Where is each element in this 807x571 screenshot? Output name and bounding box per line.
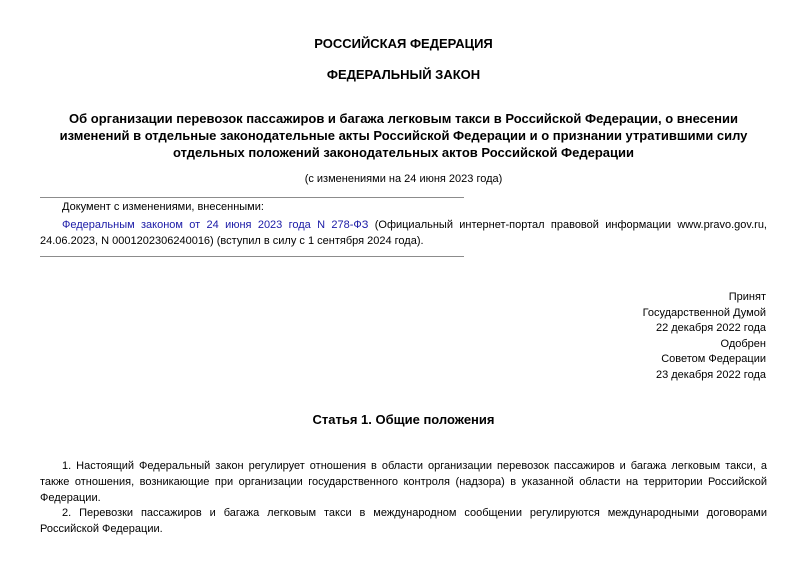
changes-note [40, 217, 767, 249]
top-divider [40, 197, 464, 198]
adopted-label: Принят [728, 291, 766, 303]
adoption-block [643, 290, 766, 383]
changes-note-text: (Официальный интернет-портал правовой информации www.pravo.gov.ru, 24.06.2023, N 0001202306240016) (вступил в силу с 1 сентября 2024 года). [40, 219, 767, 247]
amending-law-link[interactable]: Федеральным законом от 24 июня 2023 года N 278-ФЗ [62, 219, 369, 231]
country-header: РОССИЙСКАЯ ФЕДЕРАЦИЯ [314, 36, 493, 51]
approved-by: Советом Федерации [661, 353, 766, 365]
paragraph: 2. Перевозки пассажиров и багажа легковым такси в международном сообщении регулируются международными договорами Российской Федерации. [40, 507, 767, 535]
edition-note: (с изменениями на 24 июня 2023 года) [304, 173, 503, 185]
paragraph: 1. Настоящий Федеральный закон регулирует отношения в области организации перевозок пассажиров и багажа легковым такси, а также отношения, возникающие при организации государственного контроля (надзора) в указанной области на территории Российской Федерации. [40, 460, 767, 504]
bottom-divider [40, 256, 464, 257]
approved-date: 23 декабря 2022 года [655, 368, 766, 381]
article-title: Статья 1. Общие положения [312, 412, 495, 427]
adopted-by: Государственной Думой [642, 306, 766, 319]
adopted-date: 22 декабря 2022 года [655, 322, 766, 334]
law-title: Об организации перевозок пассажиров и багажа легковым такси в Российской Федерации, о внесении изменений в отдельные законодательные акты Российской Федерации и о признании утратившими силу отдельных положений законодательных актов Российской Федерации [59, 111, 748, 160]
law-type-header: ФЕДЕРАЛЬНЫЙ ЗАКОН [326, 67, 481, 82]
changes-heading: Документ с изменениями, внесенными: [62, 201, 264, 213]
approved-label: Одобрен [720, 337, 766, 350]
